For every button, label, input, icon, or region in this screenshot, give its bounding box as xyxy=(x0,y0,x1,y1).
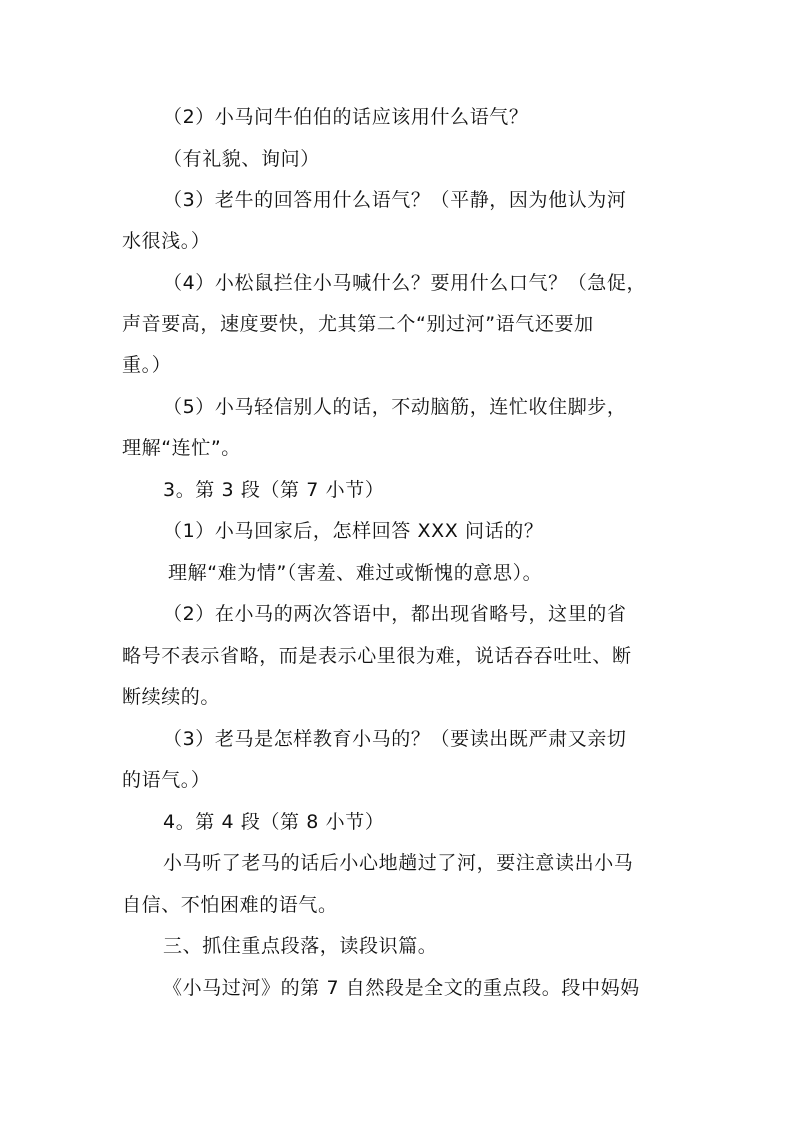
paragraph-line: 断续续的。 xyxy=(122,686,221,708)
paragraph-line: 理解“连忙”。 xyxy=(122,437,241,459)
paragraph-line: （3）老牛的回答用什么语气？（平静，因为他认为河 xyxy=(163,189,627,211)
paragraph-line: 水很浅。） xyxy=(122,230,211,252)
paragraph-line: 《小马过河》的第 7 自然段是全文的重点段。段中妈妈 xyxy=(163,977,640,999)
paragraph-line: （4）小松鼠拦住小马喊什么？要用什么口气？（急促， xyxy=(163,272,647,294)
section-heading: 4。第 4 段（第 8 小节） xyxy=(163,811,385,833)
paragraph-line: （有礼貌、询问） xyxy=(163,148,320,170)
paragraph-line: （1）小马回家后，怎样回答 XXX 问话的？ xyxy=(163,520,544,542)
paragraph-line: （5）小马轻信别人的话，不动脑筋，连忙收住脚步， xyxy=(163,396,627,418)
paragraph-line: 重。） xyxy=(122,354,172,376)
section-heading: 3。第 3 段（第 7 小节） xyxy=(163,479,385,501)
paragraph-line: （2）小马问牛伯伯的话应该用什么语气？ xyxy=(163,106,529,128)
section-heading: 三、抓住重点段落，读段识篇。 xyxy=(163,935,438,957)
paragraph-line: 小马听了老马的话后小心地趟过了河，要注意读出小马 xyxy=(163,852,634,874)
paragraph-line: 自信、不怕困难的语气。 xyxy=(122,894,338,916)
paragraph-line: 略号不表示省略，而是表示心里很为难，说话吞吞吐吐、断 xyxy=(122,645,632,667)
paragraph-line: 的语气。） xyxy=(122,769,211,791)
paragraph-line: （2）在小马的两次答语中，都出现省略号，这里的省 xyxy=(163,603,627,625)
paragraph-line: 理解“难为情”（害羞、难过或惭愧的意思）。 xyxy=(168,562,543,584)
paragraph-line: 声音要高，速度要快，尤其第二个“别过河”语气还要加 xyxy=(122,313,594,335)
paragraph-line: （3）老马是怎样教育小马的？（要读出既严肃又亲切 xyxy=(163,728,627,750)
